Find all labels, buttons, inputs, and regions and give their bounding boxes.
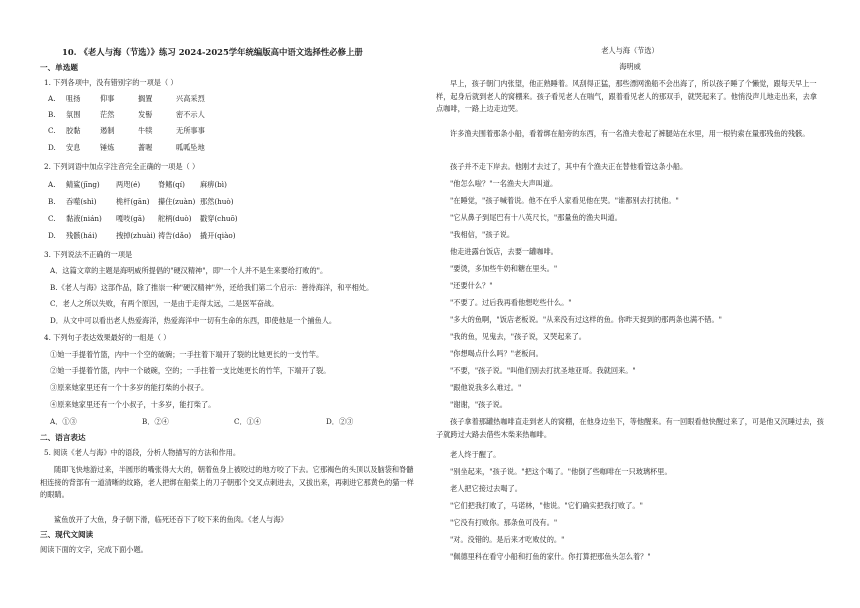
q5-excerpt-paragraph-2: 鲨鱼放开了大鱼，身子朝下滑，临死还吞下了咬下来的鱼肉。《老人与海》 — [54, 515, 288, 524]
q2-option-a[interactable] — [48, 180, 227, 189]
question-5-stem: 5. 阅读《老人与海》中的语段，分析人物描写的方法和作用。 — [44, 448, 241, 457]
word: 咀扬 — [66, 94, 81, 103]
word: 攥住(zuàn) — [158, 197, 196, 206]
word: 残骸(hái) — [66, 231, 98, 240]
passage-paragraph-9: "要烫，多加些牛奶和糖在里头。" — [450, 264, 558, 273]
q4-sentence-3: ③原来她家里还有一个十多岁的能打柴的小叔子。 — [50, 383, 209, 392]
q4-option-d[interactable]: D．②③ — [326, 417, 354, 426]
passage-paragraph-3: 孩子并不走下岸去。他刚才去过了，其中有个渔夫正在替他看管这条小船。 — [450, 162, 688, 171]
passage-paragraph-24: "对。没错的。是后来才吃败仗的。" — [450, 535, 565, 544]
passage-paragraph-20: "别坐起来，"孩子说。"把这个喝了。"他倒了些咖啡在一只玻璃杯里。 — [450, 467, 672, 476]
passage-paragraph-12: "多大的鱼啊，"饭店老板说。"从来没有过这样的鱼。你昨天捉到的那两条也满不错。" — [450, 315, 722, 324]
passage-title: 老人与海（节选） — [601, 46, 659, 55]
word: 鲭鲨(jīng) — [66, 180, 100, 189]
word: 茫然 — [100, 110, 115, 119]
word: 桅杆(gān) — [116, 197, 150, 206]
passage-paragraph-11: "不要了。过后我再看他想吃些什么。" — [450, 298, 572, 307]
q4-option-b[interactable]: B．②④ — [142, 417, 169, 426]
passage-paragraph-4: "他怎么啦？"一名渔夫大声叫道。 — [450, 179, 558, 188]
word: 脊鳍(qí) — [158, 180, 185, 189]
passage-paragraph-23: "它没有打败你。那条鱼可没有。" — [450, 518, 558, 527]
passage-paragraph-7: "我相信，"孩子说。 — [450, 230, 515, 239]
passage-paragraph-6: "它从鼻子到尾巴有十八英尺长，"那量鱼的渔夫叫道。 — [450, 213, 622, 222]
passage-paragraph-5: "在睡觉，"孩子喊着说。他不在乎人家看见他在哭。"谁都别去打扰他。" — [450, 196, 679, 205]
word: 蔷喔 — [138, 143, 153, 152]
word: 发髻 — [138, 110, 153, 119]
q3-option-a[interactable]: A．这篇文章的主题是海明威所提倡的"硬汉精神"，即"一个人并不是生来要给打败的"。 — [50, 266, 328, 275]
option-letter: C. — [48, 126, 56, 135]
word: 撬开(qiào) — [200, 231, 236, 240]
q1-option-b[interactable] — [48, 110, 205, 119]
q3-option-d[interactable]: D．从文中可以看出老人热爱海洋，热爱海洋中一切有生命的东西，即使他是一个捕鱼人。 — [50, 316, 337, 325]
q2-option-c[interactable] — [48, 214, 238, 223]
passage-paragraph-25: "佩德里科在看守小船和打鱼的家什。你打算把那鱼头怎么着？" — [450, 552, 651, 561]
q4-sentence-2: ②她一手提着竹篮，内中一个破碗，空的；一手拄着一支比她更长的竹竿，下端开了裂。 — [50, 366, 331, 375]
word: 无所事事 — [176, 126, 205, 135]
passage-author: 海明威 — [619, 62, 641, 71]
word: 吞噬(shì) — [66, 197, 97, 206]
word: 戳穿(chuō) — [200, 214, 238, 223]
q1-option-a[interactable] — [48, 94, 205, 103]
option-letter: C. — [48, 214, 56, 223]
question-3-stem: 3. 下列说法不正确的一项是 — [44, 250, 133, 259]
word: 牛犊 — [138, 126, 153, 135]
word: 兴高采烈 — [176, 94, 205, 103]
q1-option-c[interactable] — [48, 126, 205, 135]
passage-paragraph-1: 早上，孩子朝门内张望，他正熟睡着。风刮得正猛，那些漂网渔船不会出海了，所以孩子睡了个懒觉，跟每天早上一样，起身后就到老人的窝棚来。孩子看见老人在喘气，跟着看见老人的那双手，就哭起来了。他悄没声儿地走出来，去拿点咖啡，一路上边走边哭。 — [436, 79, 817, 114]
question-1-stem: 1. 下列各项中，没有错别字的一项是（ ） — [44, 78, 178, 87]
passage-paragraph-21: 老人把它接过去喝了。 — [450, 484, 522, 493]
passage-paragraph-18: 孩子拿着那罐热咖啡直走到老人的窝棚，在他身边坐下，等他醒来。有一回眼看他快醒过来了，可是他又沉睡过去，孩子就跨过大路去借些木柴来热咖啡。 — [436, 417, 824, 439]
q1-option-d[interactable] — [48, 143, 205, 152]
option-letter: B. — [48, 197, 56, 206]
passage-paragraph-2: 许多渔夫围着那条小船，看着绑在船旁的东西，有一名渔夫卷起了裤腿站在水里，用一根钓索在量那残鱼的残骸。 — [450, 129, 810, 138]
passage-paragraph-16: "跟他说我多么难过。" — [450, 383, 522, 392]
word: 安息 — [66, 143, 81, 152]
word: 遏制 — [100, 126, 115, 135]
q3-option-c[interactable]: C．老人之所以失败，有两个原因，一是由于走得太远，二是医军奋战。 — [50, 299, 279, 308]
q4-option-c[interactable]: C．①④ — [234, 417, 262, 426]
document-title: 10. 《老人与海（节选）》练习 2024-2025学年统编版高中语文选择性必修上册 — [62, 47, 363, 57]
option-letter: B. — [48, 110, 56, 119]
q2-option-d[interactable] — [48, 231, 236, 240]
word: 那然(huò) — [200, 197, 234, 206]
q4-option-a[interactable]: A．①③ — [50, 417, 77, 426]
q3-option-b[interactable]: B.《老人与海》这部作品，除了推崇一种"硬汉精神"外，还给我们第二个启示：善待海洋，和平相处。 — [50, 283, 374, 292]
section-heading-single-choice: 一、单选题 — [40, 63, 78, 72]
word: 拽掉(zhuài) — [116, 231, 156, 240]
passage-paragraph-22: "它们把我打败了，马诺林，"他说。"它们确实把我打败了。" — [450, 501, 643, 510]
question-2-stem: 2. 下列词语中加点字注音完全正确的一项是（ ） — [44, 162, 200, 171]
option-letter: D. — [48, 143, 56, 152]
option-letter: D. — [48, 231, 56, 240]
option-letter: A. — [48, 180, 56, 189]
question-4-stem: 4. 下列句子表达效果最好的一组是（ ） — [44, 333, 171, 342]
word: 嘎吱(gā) — [116, 214, 145, 223]
word: 仰事 — [100, 94, 115, 103]
q4-sentence-1: ①她一手提着竹篮，内中一个空的破碗；一手拄着下端开了裂的比她更长的一支竹竿。 — [50, 350, 324, 359]
passage-paragraph-14: "你想喝点什么吗？"老板问。 — [450, 349, 543, 358]
section-heading-modern-reading: 三、现代文阅读 — [40, 530, 94, 539]
q5-excerpt-paragraph-1: 随即飞快地游过来，半圆形的嘴张得大大的，朝着鱼身上被咬过的地方咬了下去。它那褐色的头顶以及脑袋和脊髓相连接的背部有一道清晰的纹路，老人把绑在船桨上的刀子朝那个交叉点刺进去，又拔出来，再刺进它那黄色的猫一样的眼睛。 — [40, 465, 414, 500]
passage-paragraph-8: 他走进露台饭店，去要一罐咖啡。 — [450, 247, 558, 256]
q2-option-b[interactable] — [48, 197, 234, 206]
word: 锤炼 — [100, 143, 115, 152]
q4-sentence-4: ④原来她家里还有一个小叔子，十多岁，能打柴了。 — [50, 400, 216, 409]
word: 呱呱坠地 — [176, 143, 205, 152]
section-heading-language-expression: 二、语言表达 — [40, 433, 86, 442]
word: 麻痹(bì) — [200, 180, 227, 189]
passage-paragraph-15: "不要，"孩子说。"叫他们别去打扰圣地亚哥。我就回来。" — [450, 366, 636, 375]
passage-paragraph-10: "还要什么？" — [450, 281, 493, 290]
word: 胶黏 — [66, 126, 81, 135]
word: 祷告(dǎo) — [158, 231, 192, 240]
word: 密不示人 — [176, 110, 205, 119]
passage-paragraph-19: 老人终于醒了。 — [450, 450, 501, 459]
word: 氛围 — [66, 110, 81, 119]
option-letter: A. — [48, 94, 56, 103]
passage-paragraph-17: "谢谢，"孩子说。 — [450, 400, 507, 409]
word: 搁置 — [138, 94, 153, 103]
word: 黏液(nián) — [66, 214, 102, 223]
question-6-stem: 阅读下面的文字，完成下面小题。 — [40, 545, 148, 554]
word: 舵柄(duò) — [158, 214, 192, 223]
passage-paragraph-13: "我的鱼，见鬼去，"孩子说，又哭起来了。 — [450, 332, 586, 341]
word: 两咫(é) — [116, 180, 141, 189]
